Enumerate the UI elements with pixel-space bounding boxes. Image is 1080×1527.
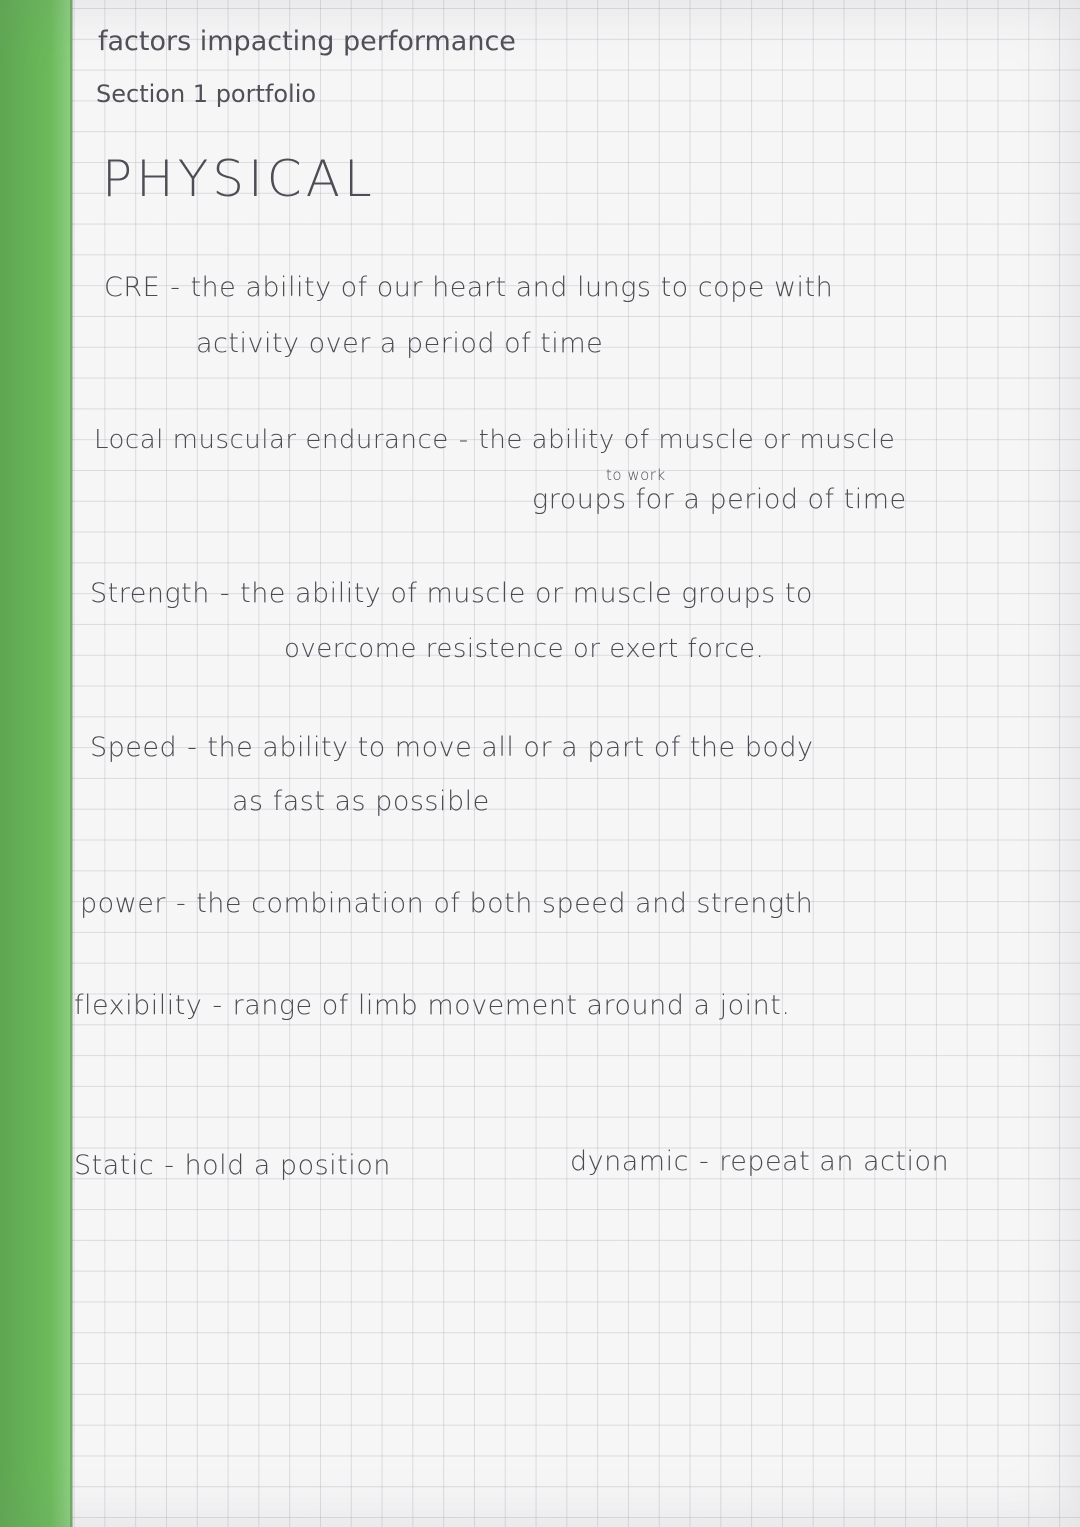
insertion-note: to work	[606, 466, 666, 484]
term-label: power	[80, 888, 166, 919]
definition-flexibility	[74, 990, 790, 1021]
term-separator: -	[458, 425, 469, 455]
margin-edge	[70, 0, 73, 1527]
term-label: Local muscular endurance	[94, 425, 449, 455]
definition-text: range of limb movement around a joint.	[232, 990, 791, 1021]
page-subtitle: Section 1 portfolio	[96, 80, 317, 108]
term-separator: -	[219, 578, 231, 609]
term-separator: -	[170, 272, 181, 303]
definition-local-muscular-endurance	[94, 425, 895, 455]
definition-text: the combination of both speed and strength	[196, 888, 814, 919]
definition-speed-continuation: as fast as possible	[232, 786, 490, 817]
section-heading: PHYSICAL	[102, 150, 376, 208]
term-label: Static	[74, 1150, 155, 1181]
term-label: Speed	[90, 732, 178, 763]
definition-local-muscular-endurance-continuation: groups for a period of time	[532, 484, 907, 515]
definition-text: the ability of muscle or muscle groups to	[240, 578, 813, 609]
term-separator: -	[698, 1146, 710, 1177]
definition-text: the ability to move all or a part of the body	[207, 732, 814, 763]
definition-cre	[104, 272, 833, 303]
definition-cre-continuation: activity over a period of time	[196, 328, 604, 359]
definition-strength	[90, 578, 813, 609]
definition-text: the ability of muscle or muscle	[478, 425, 896, 455]
term-label: dynamic	[570, 1146, 689, 1177]
term-label: flexibility	[74, 990, 203, 1021]
term-separator: -	[164, 1150, 175, 1181]
term-separator: -	[175, 888, 187, 919]
definition-strength-continuation: overcome resistence or exert force.	[284, 634, 765, 664]
page-title: factors impacting performance	[98, 26, 516, 57]
definition-text: repeat an action	[719, 1146, 950, 1177]
term-label: Strength	[90, 578, 210, 609]
green-margin-strip	[0, 0, 72, 1527]
term-label: CRE	[104, 272, 161, 303]
definition-text: the ability of our heart and lungs to cope with	[190, 272, 834, 303]
definition-power	[80, 888, 813, 919]
term-separator: -	[187, 732, 198, 763]
definition-static	[74, 1150, 391, 1181]
definition-text: hold a position	[184, 1150, 391, 1181]
definition-speed	[90, 732, 814, 763]
term-separator: -	[212, 990, 223, 1021]
definition-dynamic	[570, 1146, 949, 1177]
